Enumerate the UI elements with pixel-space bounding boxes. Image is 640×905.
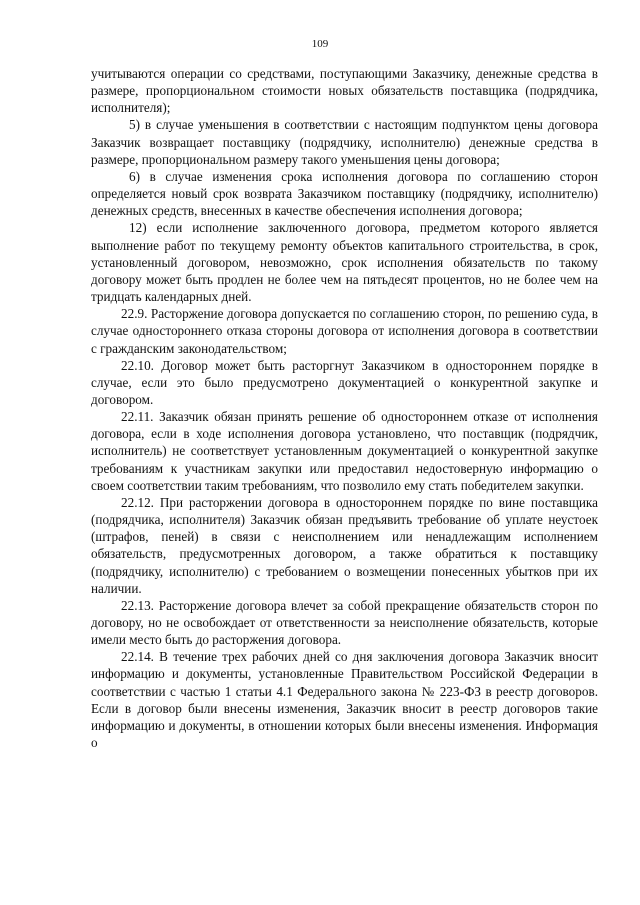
paragraph-22-10: 22.10. Договор может быть расторгнут Заказчиком в одностороннем порядке в случае, если это было предусмотрено документацией о конкурентной закупке и договором. bbox=[91, 357, 598, 407]
paragraph-22-11: 22.11. Заказчик обязан принять решение об одностороннем отказе от исполнения договора, если в ходе исполнения договора установлено, что поставщик (подрядчик, исполнитель) не соответствует установленным документацией о конкурентной закупке требованиям к участникам закупки или предоставил недостоверную информацию о своем соответствии таким требованиям, что позволило ему стать победителем закупки. bbox=[91, 409, 598, 493]
paragraph-22-13: 22.13. Расторжение договора влечет за собой прекращение обязательств сторон по договору, но не освобождает от ответственности за неисполнение обязательств, которые имели место быть до расторжения договора. bbox=[91, 597, 598, 648]
paragraph-continuation: учитываются операции со средствами, поступающими Заказчику, денежные средства в размере, пропорциональном стоимости новых обязательств поставщика (подрядчика, исполнителя); bbox=[91, 66, 598, 116]
document-body bbox=[91, 65, 598, 751]
paragraph-item-12: 12) если исполнение заключенного договора, предметом которого является выполнение работ по текущему ремонту объектов капитального строительства, в срок, установленный договором, невозможно, срок исполнения обязательств по такому договору может быть продлен не более чем на пятьдесят процентов, но не более чем на тридцать календарных дней. bbox=[91, 220, 598, 305]
paragraph-22-14: 22.14. В течение трех рабочих дней со дня заключения договора Заказчик вносит информацию и документы, установленные Правительством Российской Федерации в соответствии с частью 1 статьи 4.1 Федерального закона № 223-ФЗ в реестр договоров. Если в договор были внесены изменения, Заказчик вносит в реестр договоров такие информацию и документы, в отношении которых были внесены изменения. Информация о bbox=[91, 649, 598, 751]
paragraph-item-6: 6) в случае изменения срока исполнения договора по соглашению сторон определяется новый срок возврата Заказчиком поставщику (подрядчику, исполнителю) денежных средств, внесенных в качестве обеспечения исполнения договора; bbox=[91, 168, 598, 219]
paragraph-22-9: 22.9. Расторжение договора допускается по соглашению сторон, по решению суда, в случае одностороннего отказа стороны договора от исполнения договора в соответствии с гражданским законодательством; bbox=[91, 306, 598, 356]
paragraph-item-5: 5) в случае уменьшения в соответствии с настоящим подпунктом цены договора Заказчик возвращает поставщику (подрядчику, исполнителю) денежные средства в размере, пропорциональном размеру такого уменьшения цены договора; bbox=[91, 117, 598, 167]
page-number: 109 bbox=[311, 38, 329, 50]
paragraph-22-12: 22.12. При расторжении договора в одностороннем порядке по вине поставщика (подрядчика, исполнителя) Заказчик обязан предъявить требование об уплате неустоек (штрафов, пеней) в связи с неисполнением или ненадлежащим исполнением обязательств, предусмотренных договором, а также обратиться к поставщику (подрядчику, исполнителю) с требованием о возмещении понесенных убытков при их наличии. bbox=[91, 494, 598, 596]
